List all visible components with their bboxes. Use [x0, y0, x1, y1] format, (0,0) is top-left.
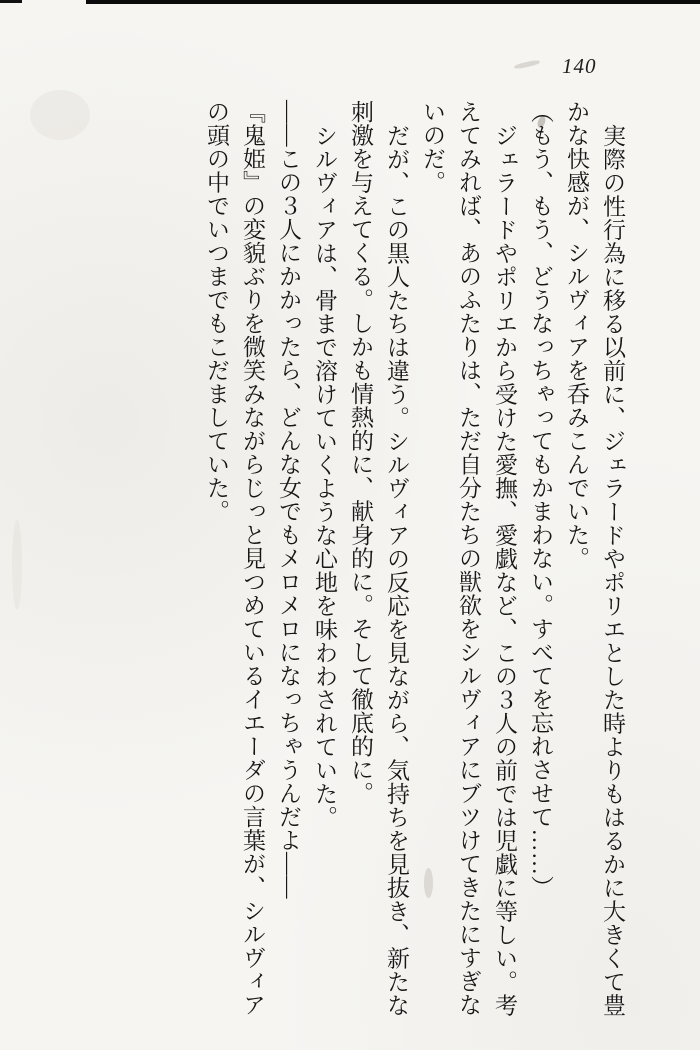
paragraph: シルヴィアは、骨まで溶けていくような心地を味わわされていた。 — [312, 124, 337, 829]
paragraph: ジェラードやポリエから受けた愛撫、愛戯など、この３人の前では児戯に等しい。考えてみれば、あのふたりは、ただ自分たちの獣欲をシルヴィアにブツけてきたにすぎないのだ。 — [420, 100, 517, 1017]
scan-speckle — [12, 520, 22, 610]
paragraph-inner-monologue: （もう、もう、どうなっちゃってもかまわない。すべてを忘れさせて……） — [528, 100, 553, 899]
paragraph: 実際の性行為に移る以前に、ジェラードやポリエとした時よりもはるかに大きくて豊かな快感が、シルヴィアを呑みこんでいた。 — [564, 100, 625, 1017]
paragraph-quoted-line: ——この３人にかかったら、どんな女でもメロメロになっちゃうんだよ—— — [276, 100, 301, 899]
vertical-text-block — [198, 100, 630, 1026]
page-number: 140 — [562, 54, 597, 78]
scan-speckle — [30, 90, 90, 140]
paragraph: 『鬼姫』の変貌ぶりを微笑みながらじっと見つめているイエーダの言葉が、シルヴィアの頭の中でいつまでもこだましていた。 — [204, 100, 265, 1017]
scan-edge-mark-corner — [0, 0, 22, 3]
paragraph: だが、この黒人たちは違う。シルヴィアの反応を見ながら、気持ちを見抜き、新たな刺激を与えてくる。しかも情熱的に、献身的に。そして徹底的に。 — [348, 100, 409, 1017]
scan-edge-line-top — [86, 0, 700, 4]
